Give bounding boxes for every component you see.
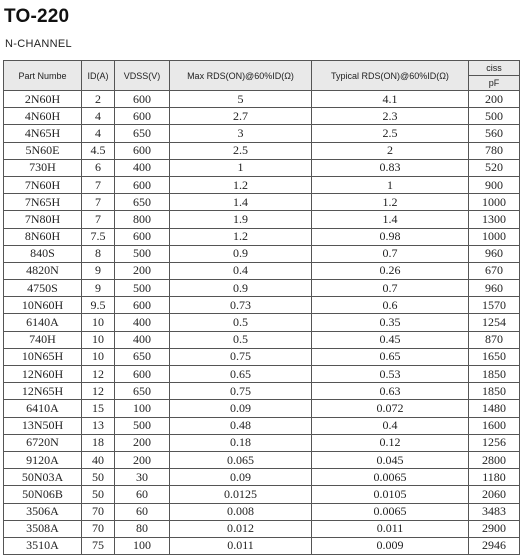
max-rds-cell: 1.2 bbox=[170, 176, 312, 193]
table-row bbox=[4, 520, 520, 537]
max-rds-cell: 0.008 bbox=[170, 503, 312, 520]
vdss-cell: 600 bbox=[115, 142, 170, 159]
header-ciss: ciss bbox=[469, 61, 520, 76]
ciss-cell: 520 bbox=[469, 159, 520, 176]
max-rds-cell: 0.48 bbox=[170, 417, 312, 434]
vdss-cell: 400 bbox=[115, 331, 170, 348]
vdss-cell: 600 bbox=[115, 366, 170, 383]
ciss-cell: 780 bbox=[469, 142, 520, 159]
vdss-cell: 600 bbox=[115, 297, 170, 314]
max-rds-cell: 0.0125 bbox=[170, 486, 312, 503]
ciss-cell: 1300 bbox=[469, 211, 520, 228]
table-row bbox=[4, 125, 520, 142]
max-rds-cell: 0.75 bbox=[170, 348, 312, 365]
table-row bbox=[4, 417, 520, 434]
max-rds-cell: 3 bbox=[170, 125, 312, 142]
typical-rds-cell: 0.7 bbox=[312, 280, 469, 297]
max-rds-cell: 5 bbox=[170, 91, 312, 108]
vdss-cell: 500 bbox=[115, 245, 170, 262]
part-number-cell: 9120A bbox=[4, 451, 82, 468]
part-number-cell: 7N60H bbox=[4, 176, 82, 193]
ciss-cell: 200 bbox=[469, 91, 520, 108]
typical-rds-cell: 0.072 bbox=[312, 400, 469, 417]
table-row bbox=[4, 297, 520, 314]
ciss-cell: 960 bbox=[469, 280, 520, 297]
max-rds-cell: 0.5 bbox=[170, 331, 312, 348]
typical-rds-cell: 2.5 bbox=[312, 125, 469, 142]
ciss-cell: 1850 bbox=[469, 383, 520, 400]
id-cell: 6 bbox=[82, 159, 115, 176]
max-rds-cell: 0.9 bbox=[170, 280, 312, 297]
max-rds-cell: 0.4 bbox=[170, 262, 312, 279]
id-cell: 12 bbox=[82, 366, 115, 383]
id-cell: 7 bbox=[82, 176, 115, 193]
vdss-cell: 60 bbox=[115, 486, 170, 503]
ciss-cell: 1000 bbox=[469, 194, 520, 211]
vdss-cell: 500 bbox=[115, 280, 170, 297]
vdss-cell: 600 bbox=[115, 108, 170, 125]
part-number-cell: 6720N bbox=[4, 434, 82, 451]
typical-rds-cell: 1.2 bbox=[312, 194, 469, 211]
id-cell: 50 bbox=[82, 486, 115, 503]
table-row bbox=[4, 245, 520, 262]
id-cell: 50 bbox=[82, 469, 115, 486]
ciss-cell: 1850 bbox=[469, 366, 520, 383]
id-cell: 7 bbox=[82, 194, 115, 211]
id-cell: 4 bbox=[82, 125, 115, 142]
typical-rds-cell: 0.65 bbox=[312, 348, 469, 365]
ciss-cell: 870 bbox=[469, 331, 520, 348]
table-row bbox=[4, 434, 520, 451]
part-number-cell: 50N06B bbox=[4, 486, 82, 503]
id-cell: 18 bbox=[82, 434, 115, 451]
table-row bbox=[4, 314, 520, 331]
header-id: ID(A) bbox=[82, 61, 115, 91]
typical-rds-cell: 0.45 bbox=[312, 331, 469, 348]
header-typical-rds-on: Typical RDS(ON)@60%ID(Ω) bbox=[312, 61, 469, 91]
vdss-cell: 650 bbox=[115, 348, 170, 365]
header-vdss: VDSS(V) bbox=[115, 61, 170, 91]
ciss-cell: 2060 bbox=[469, 486, 520, 503]
part-number-cell: 12N60H bbox=[4, 366, 82, 383]
table-row bbox=[4, 331, 520, 348]
id-cell: 8 bbox=[82, 245, 115, 262]
vdss-cell: 200 bbox=[115, 434, 170, 451]
typical-rds-cell: 1 bbox=[312, 176, 469, 193]
typical-rds-cell: 4.1 bbox=[312, 91, 469, 108]
table-row bbox=[4, 142, 520, 159]
max-rds-cell: 2.7 bbox=[170, 108, 312, 125]
ciss-cell: 3483 bbox=[469, 503, 520, 520]
part-number-cell: 5N60E bbox=[4, 142, 82, 159]
max-rds-cell: 0.5 bbox=[170, 314, 312, 331]
page-subtitle: N-CHANNEL bbox=[5, 38, 72, 50]
typical-rds-cell: 0.7 bbox=[312, 245, 469, 262]
table-row bbox=[4, 176, 520, 193]
page-title: TO-220 bbox=[4, 6, 70, 27]
id-cell: 70 bbox=[82, 520, 115, 537]
id-cell: 10 bbox=[82, 348, 115, 365]
max-rds-cell: 0.73 bbox=[170, 297, 312, 314]
vdss-cell: 600 bbox=[115, 228, 170, 245]
spec-table bbox=[3, 60, 520, 555]
ciss-cell: 1254 bbox=[469, 314, 520, 331]
ciss-cell: 670 bbox=[469, 262, 520, 279]
part-number-cell: 7N80H bbox=[4, 211, 82, 228]
typical-rds-cell: 0.009 bbox=[312, 537, 469, 554]
part-number-cell: 50N03A bbox=[4, 469, 82, 486]
vdss-cell: 200 bbox=[115, 451, 170, 468]
max-rds-cell: 0.75 bbox=[170, 383, 312, 400]
typical-rds-cell: 0.12 bbox=[312, 434, 469, 451]
vdss-cell: 30 bbox=[115, 469, 170, 486]
typical-rds-cell: 0.35 bbox=[312, 314, 469, 331]
typical-rds-cell: 0.63 bbox=[312, 383, 469, 400]
typical-rds-cell: 0.83 bbox=[312, 159, 469, 176]
ciss-cell: 2800 bbox=[469, 451, 520, 468]
part-number-cell: 4820N bbox=[4, 262, 82, 279]
ciss-cell: 2946 bbox=[469, 537, 520, 554]
max-rds-cell: 0.09 bbox=[170, 469, 312, 486]
part-number-cell: 6140A bbox=[4, 314, 82, 331]
part-number-cell: 10N65H bbox=[4, 348, 82, 365]
vdss-cell: 600 bbox=[115, 91, 170, 108]
id-cell: 9 bbox=[82, 280, 115, 297]
table-row bbox=[4, 348, 520, 365]
table-row bbox=[4, 228, 520, 245]
table-row bbox=[4, 194, 520, 211]
max-rds-cell: 0.011 bbox=[170, 537, 312, 554]
max-rds-cell: 0.65 bbox=[170, 366, 312, 383]
vdss-cell: 650 bbox=[115, 383, 170, 400]
ciss-cell: 1000 bbox=[469, 228, 520, 245]
part-number-cell: 730H bbox=[4, 159, 82, 176]
part-number-cell: 740H bbox=[4, 331, 82, 348]
part-number-cell: 8N60H bbox=[4, 228, 82, 245]
typical-rds-cell: 0.6 bbox=[312, 297, 469, 314]
table-row bbox=[4, 486, 520, 503]
id-cell: 12 bbox=[82, 383, 115, 400]
header-max-rds-on: Max RDS(ON)@60%ID(Ω) bbox=[170, 61, 312, 91]
table-row bbox=[4, 383, 520, 400]
typical-rds-cell: 0.53 bbox=[312, 366, 469, 383]
part-number-cell: 840S bbox=[4, 245, 82, 262]
id-cell: 7.5 bbox=[82, 228, 115, 245]
ciss-cell: 500 bbox=[469, 108, 520, 125]
table-row bbox=[4, 537, 520, 554]
vdss-cell: 60 bbox=[115, 503, 170, 520]
vdss-cell: 100 bbox=[115, 537, 170, 554]
max-rds-cell: 1.4 bbox=[170, 194, 312, 211]
vdss-cell: 650 bbox=[115, 194, 170, 211]
table-row bbox=[4, 91, 520, 108]
table-row bbox=[4, 366, 520, 383]
max-rds-cell: 0.065 bbox=[170, 451, 312, 468]
id-cell: 9 bbox=[82, 262, 115, 279]
id-cell: 10 bbox=[82, 314, 115, 331]
id-cell: 75 bbox=[82, 537, 115, 554]
typical-rds-cell: 0.0105 bbox=[312, 486, 469, 503]
typical-rds-cell: 0.26 bbox=[312, 262, 469, 279]
part-number-cell: 4750S bbox=[4, 280, 82, 297]
part-number-cell: 6410A bbox=[4, 400, 82, 417]
table-row bbox=[4, 400, 520, 417]
part-number-cell: 10N60H bbox=[4, 297, 82, 314]
part-number-cell: 13N50H bbox=[4, 417, 82, 434]
part-number-cell: 7N65H bbox=[4, 194, 82, 211]
id-cell: 4.5 bbox=[82, 142, 115, 159]
vdss-cell: 500 bbox=[115, 417, 170, 434]
max-rds-cell: 0.18 bbox=[170, 434, 312, 451]
table-row bbox=[4, 451, 520, 468]
id-cell: 9.5 bbox=[82, 297, 115, 314]
table-row bbox=[4, 469, 520, 486]
vdss-cell: 100 bbox=[115, 400, 170, 417]
part-number-cell: 12N65H bbox=[4, 383, 82, 400]
max-rds-cell: 0.09 bbox=[170, 400, 312, 417]
vdss-cell: 600 bbox=[115, 176, 170, 193]
ciss-cell: 1570 bbox=[469, 297, 520, 314]
part-number-cell: 2N60H bbox=[4, 91, 82, 108]
vdss-cell: 800 bbox=[115, 211, 170, 228]
ciss-cell: 2900 bbox=[469, 520, 520, 537]
table-body bbox=[4, 91, 520, 555]
ciss-cell: 1600 bbox=[469, 417, 520, 434]
typical-rds-cell: 0.4 bbox=[312, 417, 469, 434]
ciss-cell: 900 bbox=[469, 176, 520, 193]
table-row bbox=[4, 280, 520, 297]
part-number-cell: 4N65H bbox=[4, 125, 82, 142]
part-number-cell: 3506A bbox=[4, 503, 82, 520]
ciss-cell: 960 bbox=[469, 245, 520, 262]
ciss-cell: 1650 bbox=[469, 348, 520, 365]
part-number-cell: 4N60H bbox=[4, 108, 82, 125]
vdss-cell: 80 bbox=[115, 520, 170, 537]
max-rds-cell: 1 bbox=[170, 159, 312, 176]
typical-rds-cell: 2.3 bbox=[312, 108, 469, 125]
ciss-cell: 560 bbox=[469, 125, 520, 142]
vdss-cell: 200 bbox=[115, 262, 170, 279]
typical-rds-cell: 0.045 bbox=[312, 451, 469, 468]
id-cell: 2 bbox=[82, 91, 115, 108]
ciss-cell: 1180 bbox=[469, 469, 520, 486]
typical-rds-cell: 0.011 bbox=[312, 520, 469, 537]
id-cell: 7 bbox=[82, 211, 115, 228]
max-rds-cell: 0.9 bbox=[170, 245, 312, 262]
table-row bbox=[4, 262, 520, 279]
ciss-cell: 1256 bbox=[469, 434, 520, 451]
table-row bbox=[4, 108, 520, 125]
table-row bbox=[4, 159, 520, 176]
header-part-number: Part Numbe bbox=[4, 61, 82, 91]
typical-rds-cell: 0.0065 bbox=[312, 469, 469, 486]
id-cell: 70 bbox=[82, 503, 115, 520]
typical-rds-cell: 0.98 bbox=[312, 228, 469, 245]
id-cell: 40 bbox=[82, 451, 115, 468]
typical-rds-cell: 2 bbox=[312, 142, 469, 159]
id-cell: 4 bbox=[82, 108, 115, 125]
typical-rds-cell: 1.4 bbox=[312, 211, 469, 228]
max-rds-cell: 1.2 bbox=[170, 228, 312, 245]
part-number-cell: 3508A bbox=[4, 520, 82, 537]
max-rds-cell: 2.5 bbox=[170, 142, 312, 159]
ciss-cell: 1480 bbox=[469, 400, 520, 417]
header-ciss-unit: pF bbox=[469, 76, 520, 91]
table-row bbox=[4, 211, 520, 228]
max-rds-cell: 0.012 bbox=[170, 520, 312, 537]
id-cell: 10 bbox=[82, 331, 115, 348]
id-cell: 13 bbox=[82, 417, 115, 434]
vdss-cell: 650 bbox=[115, 125, 170, 142]
part-number-cell: 3510A bbox=[4, 537, 82, 554]
typical-rds-cell: 0.0065 bbox=[312, 503, 469, 520]
vdss-cell: 400 bbox=[115, 314, 170, 331]
max-rds-cell: 1.9 bbox=[170, 211, 312, 228]
id-cell: 15 bbox=[82, 400, 115, 417]
vdss-cell: 400 bbox=[115, 159, 170, 176]
